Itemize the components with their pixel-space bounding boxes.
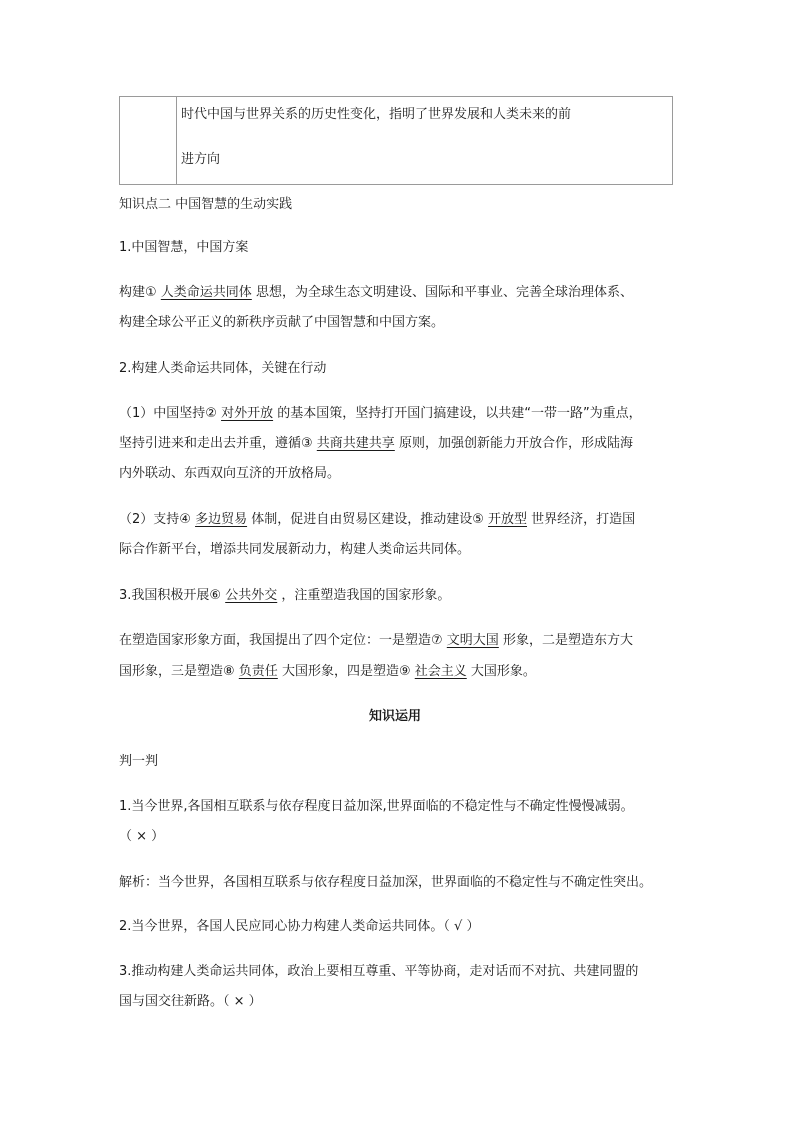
- paragraph-3-line-2: 际合作新平台，增添共同发展新动力，构建人类命运共同体。: [119, 542, 471, 557]
- paragraph-3-line-1: [119, 508, 635, 527]
- table-cell-line-1: 时代中国与世界关系的历史性变化，指明了世界发展和人类未来的前: [181, 107, 572, 122]
- table-divider: [176, 96, 177, 185]
- blank-answer-3: 共商共建共享: [316, 436, 395, 451]
- blank-answer-6: 公共外交: [225, 588, 278, 603]
- subheading-2: 2.构建人类命运共同体，关键在行动: [119, 361, 327, 376]
- text-span: 大国形象，四是塑造⑨: [277, 664, 415, 679]
- question-1-line-2: （ × ）: [119, 829, 165, 844]
- text-span: 坚持引进来和走出去并重，遵循③: [119, 436, 317, 451]
- paragraph-1-line-2: 构建全球公平正义的新秩序贡献了中国智慧和中国方案。: [119, 315, 445, 330]
- text-span: 的基本国策，坚持打开国门搞建设，以共建“一带一路”为重点，: [273, 406, 642, 421]
- paragraph-2-line-2: [119, 432, 633, 451]
- table-cell-line-2: 进方向: [181, 152, 221, 167]
- blank-answer-7: 文明大国: [446, 633, 499, 648]
- text-span: 体制，促进自由贸易区建设，推动建设⑤: [247, 512, 488, 527]
- section-heading: 知识点二 中国智慧的生动实践: [119, 197, 293, 212]
- text-span: 形象，二是塑造东方大: [498, 633, 633, 648]
- paragraph-4-line-2: [119, 660, 536, 679]
- paragraph-2-line-3: 内外联动、东西双向互济的开放格局。: [119, 466, 341, 481]
- paragraph-1-line-1: [119, 281, 633, 300]
- text-span: ，注重塑造我国的国家形象。: [277, 588, 451, 603]
- subheading-1: 1.中国智慧，中国方案: [119, 240, 249, 255]
- text-span: 在塑造国家形象方面，我国提出了四个定位：一是塑造⑦: [119, 633, 447, 648]
- paragraph-2-line-1: [119, 402, 642, 421]
- question-1-line-1: 1.当今世界,各国相互联系与依存程度日益加深,世界面临的不稳定性与不确定性慢慢减弱。: [119, 799, 634, 814]
- question-3-line-1: 3.推动构建人类命运共同体，政治上要相互尊重、平等协商，走对话而不对抗、共建同盟的: [119, 964, 639, 979]
- blank-answer-9: 社会主义: [414, 664, 467, 679]
- text-span: 原则，加强创新能力开放合作，形成陆海: [394, 436, 633, 451]
- text-span: 思想，为全球生态文明建设、国际和平事业、完善全球治理体系、: [251, 285, 633, 300]
- blank-answer-8: 负责任: [238, 664, 278, 679]
- blank-answer-4: 多边贸易: [195, 512, 248, 527]
- blank-answer-2: 对外开放: [221, 406, 274, 421]
- practice-label: 判一判: [119, 754, 159, 769]
- text-span: （1）中国坚持②: [119, 406, 222, 421]
- subheading-3: [119, 584, 450, 603]
- question-3-line-2: 国与国交往新路。（ × ）: [119, 994, 262, 1009]
- blank-answer-5: 开放型: [488, 512, 528, 527]
- text-span: （2）支持④: [119, 512, 196, 527]
- question-2: 2.当今世界，各国人民应同心协力构建人类命运共同体。（ √ ）: [119, 919, 480, 934]
- text-span: 大国形象。: [466, 664, 536, 679]
- blank-answer-1: 人类命运共同体: [160, 285, 252, 300]
- text-span: 3.我国积极开展⑥: [119, 588, 226, 603]
- text-span: 世界经济，打造国: [527, 512, 636, 527]
- answer-1-explanation: 解析：当今世界，各国相互联系与依存程度日益加深，世界面临的不稳定性与不确定性突出。: [119, 875, 653, 890]
- text-span: 构建①: [119, 285, 161, 300]
- text-span: 国形象，三是塑造⑧: [119, 664, 239, 679]
- practice-title: 知识运用: [369, 709, 422, 724]
- paragraph-4-line-1: [119, 629, 633, 648]
